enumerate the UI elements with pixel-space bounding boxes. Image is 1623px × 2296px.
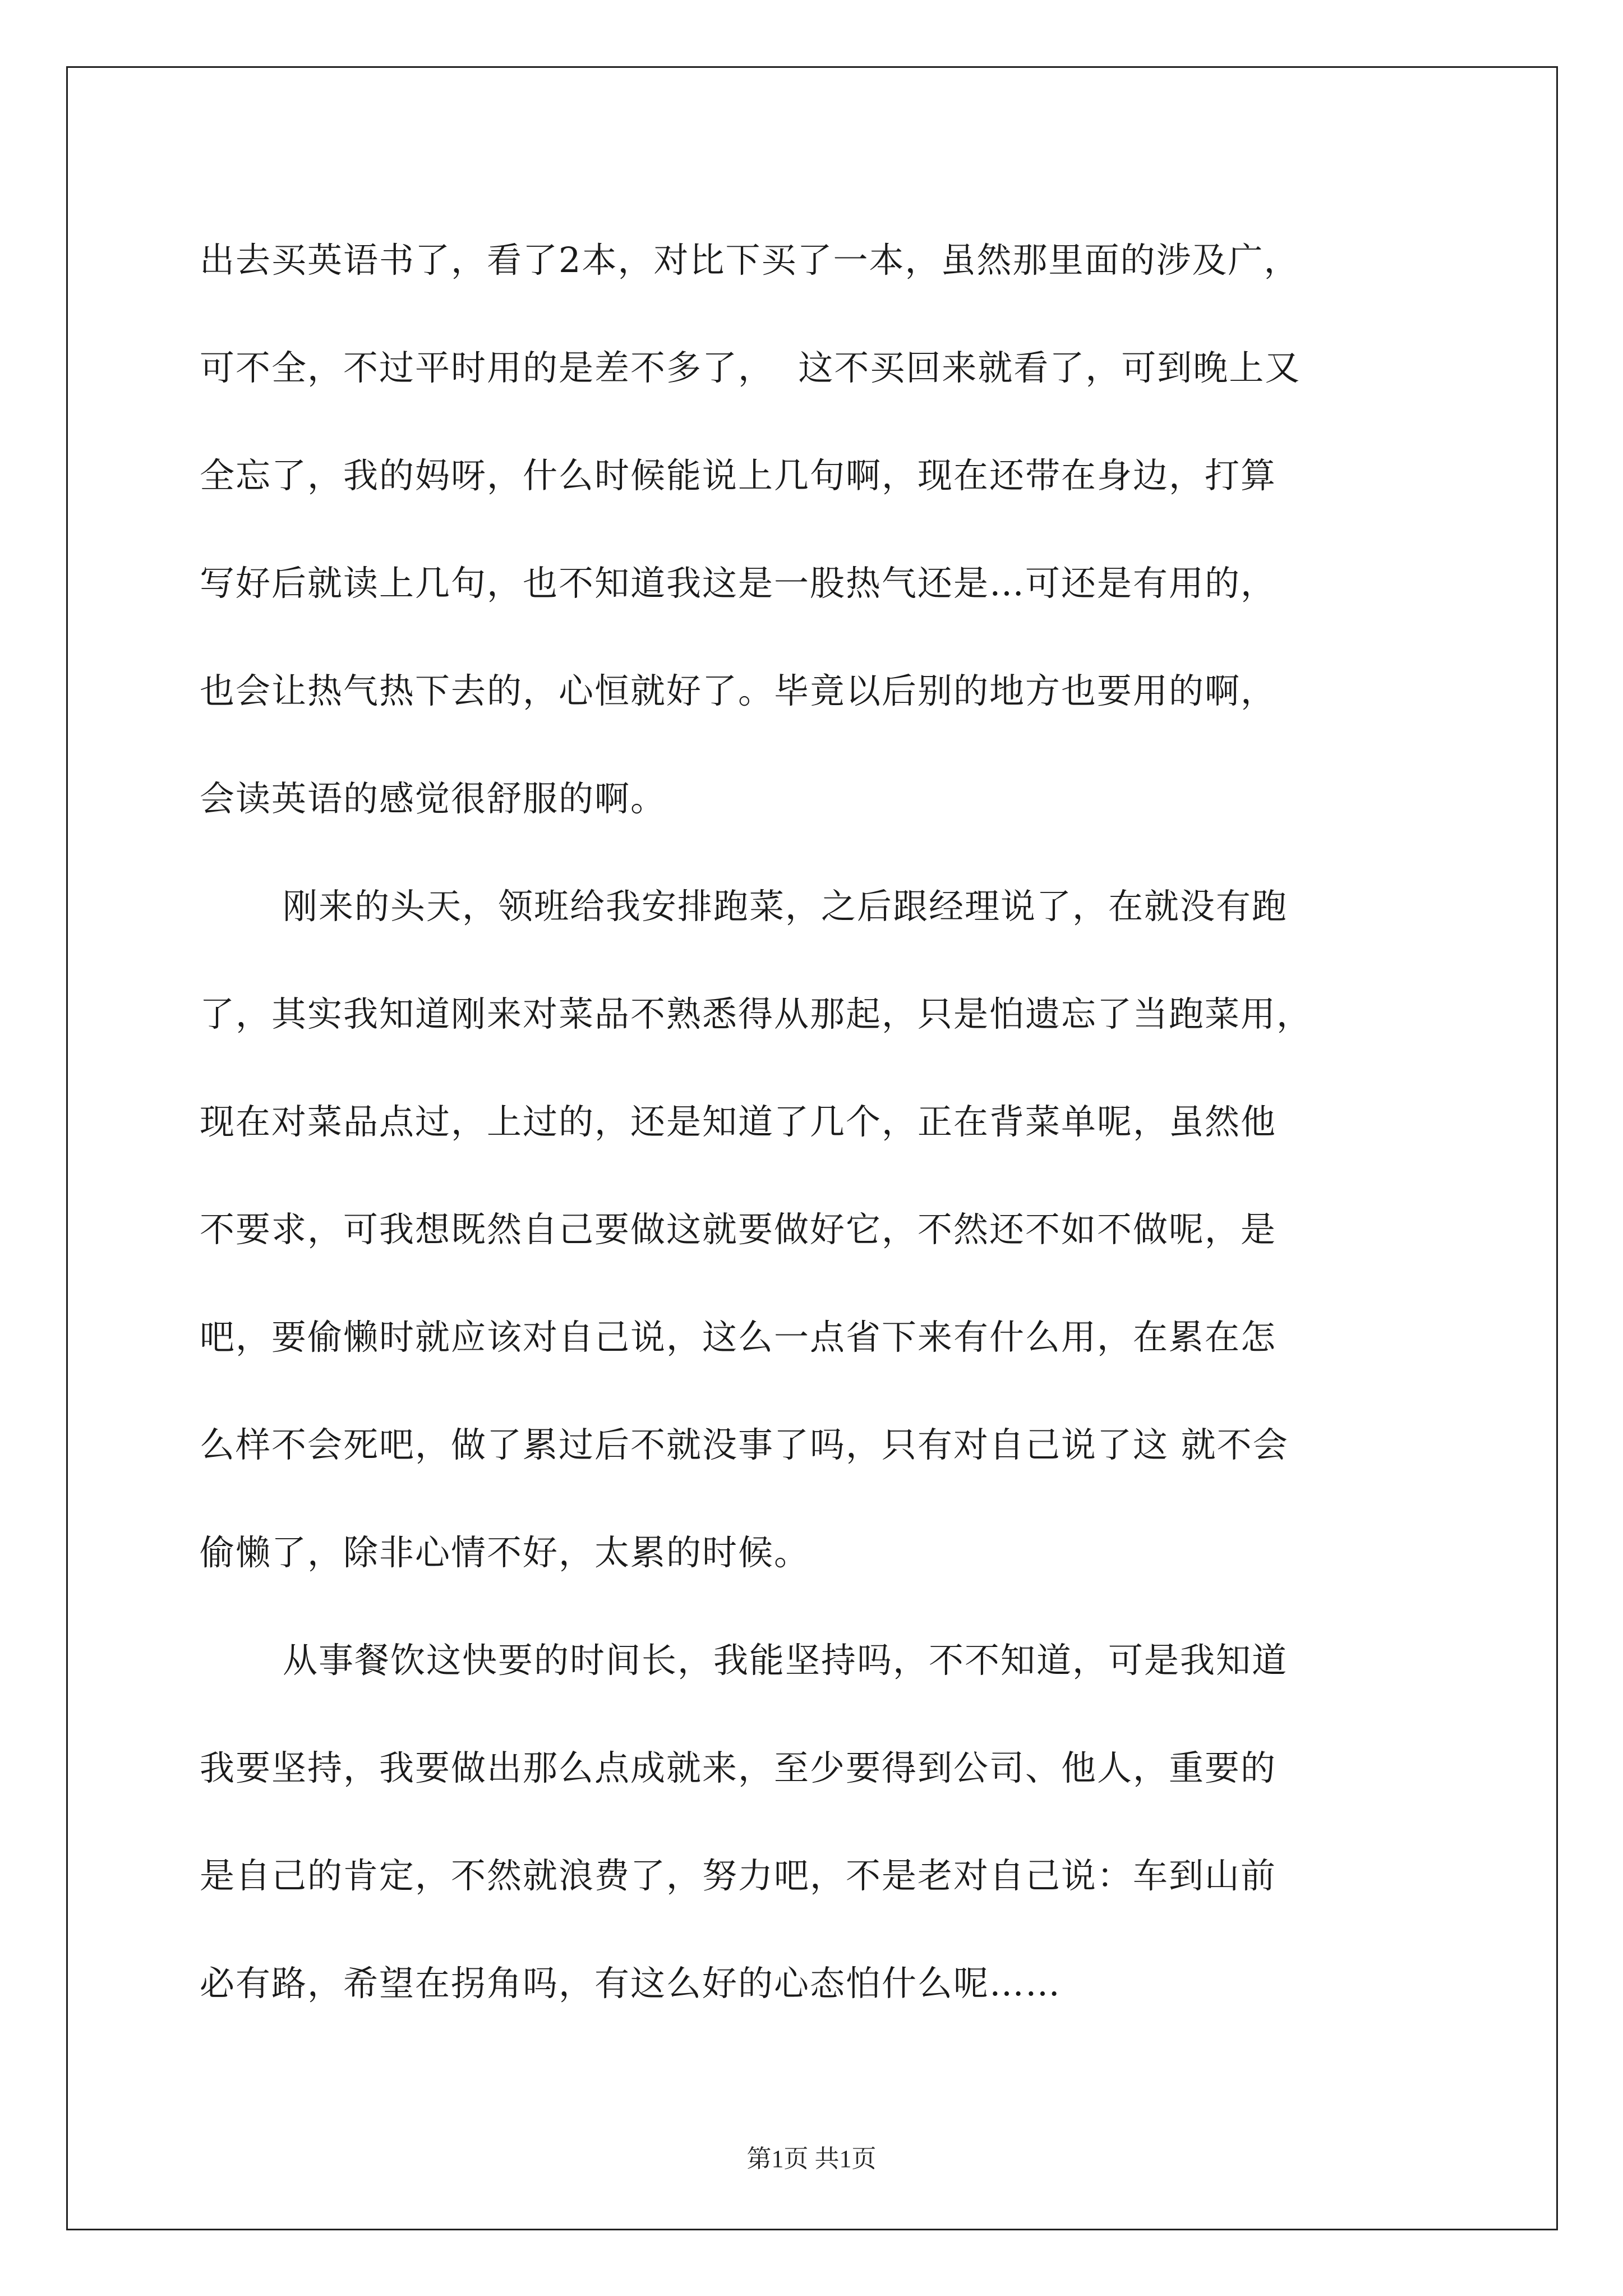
text-line: 出去买英语书了，看了2本，对比下买了一本，虽然那里面的涉及广， (200, 240, 1300, 280)
text-line: 偷懒了，除非心情不好，太累的时候。 (200, 1532, 810, 1573)
text-line: 也会让热气热下去的，心恒就好了。毕竟以后别的地方也要用的啊， (200, 670, 1277, 711)
text-line: 可不全，不过平时用的是差不多了， 这不买回来就看了，可到晚上又 (200, 347, 1301, 388)
text-line: 写好后就读上几句，也不知道我这是一股热气还是…可还是有用的， (200, 563, 1277, 604)
text-line: 必有路，希望在拐角吗，有这么好的心态怕什么呢…… (200, 1963, 1062, 2004)
text-line: 现在对菜品点过，上过的，还是知道了几个，正在背菜单呢，虽然他 (200, 1101, 1277, 1142)
text-line: 我要坚持，我要做出那么点成就来，至少要得到公司、他人，重要的 (200, 1747, 1277, 1788)
text-line: 全忘了，我的妈呀，什么时候能说上几句啊，现在还带在身边，打算 (200, 455, 1277, 496)
text-line: 了，其实我知道刚来对菜品不熟悉得从那起，只是怕遗忘了当跑菜用， (200, 993, 1313, 1034)
text-line: 会读英语的感觉很舒服的啊。 (200, 778, 667, 819)
paragraph-start-line: 刚来的头天，领班给我安排跑菜，之后跟经理说了，在就没有跑 (283, 886, 1288, 927)
text-line: 不要求，可我想既然自己要做这就要做好它，不然还不如不做呢，是 (200, 1209, 1277, 1250)
document-body (200, 206, 1456, 2037)
paragraph-start-line: 从事餐饮这快要的时间长，我能坚持吗，不不知道，可是我知道 (283, 1640, 1288, 1681)
text-line: 是自己的肯定，不然就浪费了，努力吧，不是老对自己说：车到山前 (200, 1855, 1277, 1896)
page-number-footer: 第1页 共1页 (746, 2145, 877, 2173)
text-line: 么样不会死吧，做了累过后不就没事了吗，只有对自己说了这 就不会 (200, 1424, 1289, 1465)
text-line: 吧，要偷懒时就应该对自己说，这么一点省下来有什么用，在累在怎 (200, 1317, 1277, 1358)
